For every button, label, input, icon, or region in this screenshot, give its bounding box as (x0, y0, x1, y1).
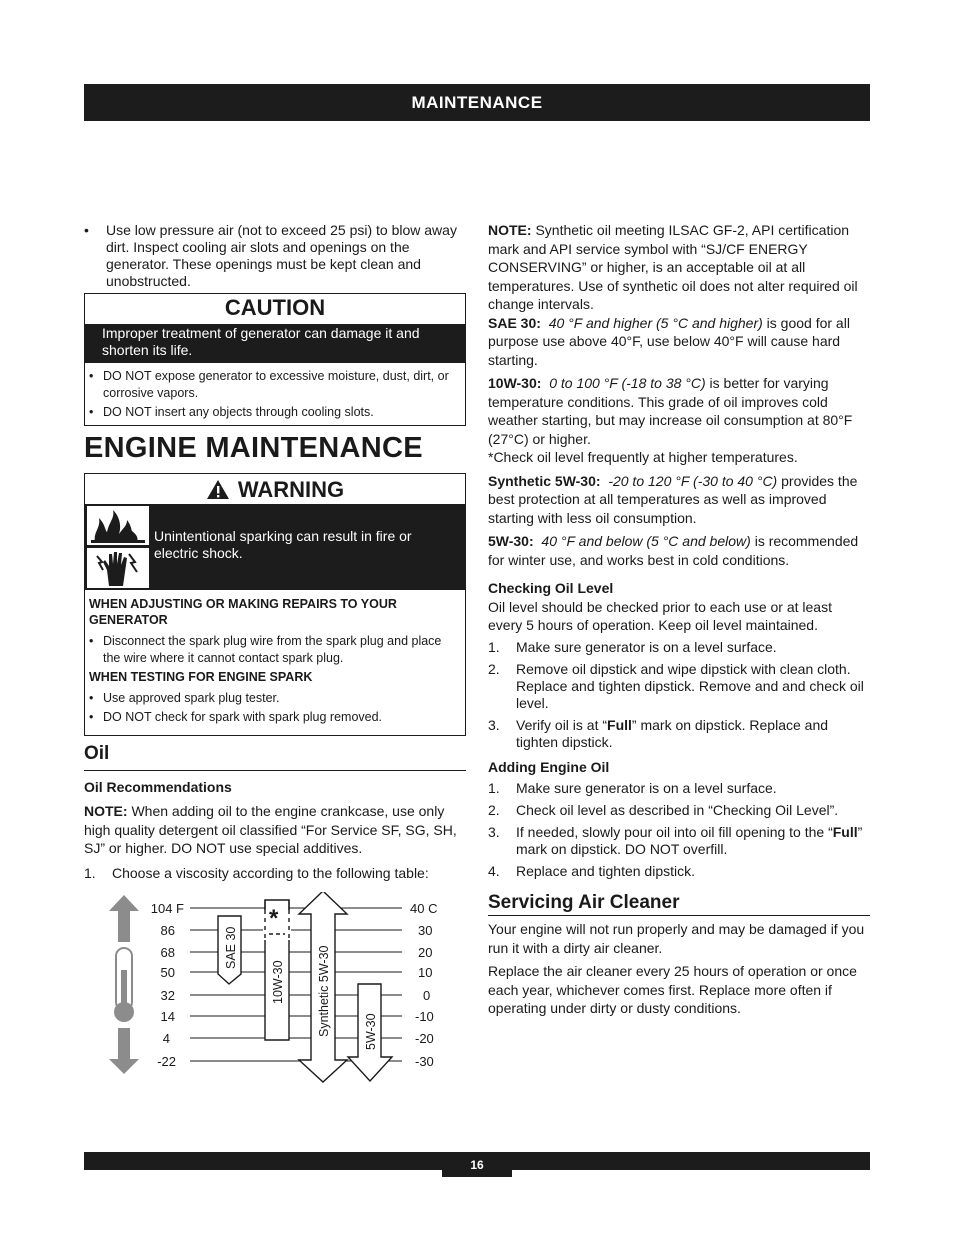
adding-step: 3. If needed, slowly pour oil into oil fill opening to the “Full” mark on dipstick. DO NOT overfill. (488, 824, 863, 857)
viscosity-step-number: 1. (84, 865, 96, 881)
c-label: 40 C (410, 901, 438, 916)
engine-maintenance-title: ENGINE MAINTENANCE (84, 432, 423, 464)
warning-title: WARNING (237, 476, 345, 502)
c-label: 10 (418, 965, 433, 980)
f-label: 14 (160, 1009, 175, 1024)
air-cleaner-p1: Your engine will not run properly and may be damaged if you run it with a dirty air cleaner. (488, 921, 865, 956)
synthetic-note-text: Synthetic oil meeting ILSAC GF-2, API certification mark and API service symbol with “SJ/CF ENERGY CONSERVING” or higher, is an acceptable oil at all temperatures. Use of synthetic oil does not alter required oil change intervals. (488, 222, 858, 312)
warning-item: • Disconnect the spark plug wire from the spark plug and place the wire where it cannot contact spark plug. (89, 633, 459, 667)
fire-icon (87, 506, 149, 545)
10w30-desc-range: 0 to 100 °F (-18 to 38 °C) (549, 375, 706, 391)
electric-shock-icon (87, 548, 149, 588)
intro-bullet: • Use low pressure air (not to exceed 25 psi) to blow away dirt. Inspect cooling air slots and openings on the generator. These openings must be kept clean and unobstructed. (84, 222, 464, 290)
check-level-note: *Check oil level frequently at higher temperatures. (488, 449, 798, 465)
sae30-desc-label: SAE 30: (488, 314, 541, 331)
synthetic-label: Synthetic 5W-30 (317, 945, 331, 1037)
c-label: -30 (415, 1054, 434, 1069)
warning-message: Unintentional sparking can result in fire or electric shock. (154, 528, 412, 561)
viscosity-chart (105, 892, 465, 1087)
sae30-label: SAE 30 (224, 926, 238, 969)
f-label: 50 (160, 965, 175, 980)
adding-oil-steps (488, 780, 870, 880)
down-arrow-icon (109, 1028, 139, 1074)
adding-oil-title: Adding Engine Oil (488, 759, 610, 775)
intro-bullet-list (84, 222, 464, 290)
oil-title: Oil (84, 743, 110, 764)
caution-item: • DO NOT insert any objects through cooling slots. (89, 404, 459, 421)
f-label: -22 (157, 1054, 176, 1069)
oil-note (84, 802, 464, 858)
checking-oil-intro: Oil level should be checked prior to each use or at least every 5 hours of operation. Keep oil level maintained. (488, 599, 832, 633)
checking-step: 2. Remove oil dipstick and wipe dipstick with clean cloth. Replace and tighten dipstick. Remove and and check oil level. (488, 661, 864, 711)
warning-heading-testing: WHEN TESTING FOR ENGINE SPARK (89, 670, 313, 684)
checking-step: 3. Verify oil is at “Full” mark on dipstick. Replace and tighten dipstick. (488, 717, 829, 750)
adding-step: 2. Check oil level as described in “Checking Oil Level”. (488, 802, 839, 818)
f-label: 86 (160, 923, 175, 938)
warning-item: • Use approved spark plug tester. (89, 690, 459, 707)
synthetic-5w30-band (299, 892, 347, 1082)
5w30-desc-label: 5W-30: (488, 533, 534, 549)
10w30-label: 10W-30 (271, 960, 285, 1004)
synthetic-note-label: NOTE: (488, 222, 532, 238)
warning-title-row (85, 474, 465, 504)
f-label: 104 F (150, 901, 184, 916)
sae30-desc-range: 40 °F and higher (5 °C and higher) (548, 314, 763, 331)
celsius-labels (410, 901, 437, 1069)
c-label: 20 (418, 945, 433, 960)
checking-oil-steps (488, 639, 870, 751)
section-header-title: MAINTENANCE (411, 92, 543, 112)
warning-triangle-icon (206, 479, 230, 500)
checking-step: 1. Make sure generator is on a level surface. (488, 639, 777, 655)
page-number: 16 (442, 1152, 512, 1177)
caution-list (85, 363, 465, 421)
adding-step: 4. Replace and tighten dipstick. (488, 863, 695, 879)
c-label: 30 (418, 923, 433, 938)
air-cleaner-title: Servicing Air Cleaner (488, 892, 680, 913)
air-cleaner-divider (488, 915, 870, 916)
10w30-description (488, 374, 870, 448)
synthetic-desc-text: provides the best protection at all temperatures as well as improved starting with less oil consumption. (488, 472, 858, 526)
thermometer-icon (114, 948, 134, 1022)
synthetic-desc-label: Synthetic 5W-30: (488, 472, 601, 489)
f-label: 32 (160, 988, 175, 1003)
checking-oil-title: Checking Oil Level (488, 580, 614, 596)
f-label: 4 (162, 1031, 170, 1046)
5w30-desc-text: is recommended for winter use, and works best in cold conditions. (488, 533, 859, 568)
5w30-description (488, 532, 870, 569)
warning-item: • DO NOT check for spark with spark plug removed. (89, 709, 459, 726)
section-header (84, 84, 870, 121)
10w30-band (263, 900, 291, 1040)
5w30-label: 5W-30 (364, 1013, 378, 1050)
warning-band (85, 504, 465, 590)
warning-list-testing (89, 690, 459, 726)
oil-note-label: NOTE: (84, 803, 128, 819)
caution-title: CAUTION (224, 295, 326, 320)
asterisk-mark: * (269, 905, 279, 932)
5w30-band (348, 984, 392, 1081)
adding-step: 1. Make sure generator is on a level surface. (488, 780, 777, 796)
synthetic-description (488, 472, 870, 528)
caution-box (84, 293, 466, 426)
10w30-desc-label: 10W-30: (488, 375, 542, 391)
c-label: 0 (423, 988, 431, 1003)
sae30-description (488, 314, 870, 370)
viscosity-step (84, 865, 464, 882)
right-column (488, 221, 870, 1023)
oil-recommendations-title: Oil Recommendations (84, 779, 232, 795)
10w30-desc-text: is better for varying temperature conditions. This grade of oil improves cold weather starting, but may increase oil consumption at 80°F (27°C) or higher. (488, 375, 853, 447)
f-label: 68 (160, 945, 175, 960)
c-label: -10 (415, 1009, 434, 1024)
synthetic-desc-range: -20 to 120 °F (-30 to 40 °C) (608, 472, 778, 489)
oil-note-text: When adding oil to the engine crankcase, use only high quality detergent oil classified “For Service SF, SG, SH, SJ” or higher. DO NOT use special additives. (84, 803, 457, 856)
5w30-desc-range: 40 °F and below (5 °C and below) (541, 533, 751, 549)
warning-list-adjusting (89, 633, 459, 667)
fahrenheit-labels (151, 901, 184, 1069)
caution-message: Improper treatment of generator can damage it and shorten its life. (85, 324, 465, 363)
caution-item: • DO NOT expose generator to excessive moisture, dust, dirt, or corrosive vapors. (89, 368, 459, 402)
air-cleaner-p2: Replace the air cleaner every 25 hours of operation or once each year, whichever comes first. Replace more often if operating under dirty or dusty conditions. (488, 963, 857, 1016)
warning-heading-adjusting: WHEN ADJUSTING OR MAKING REPAIRS TO YOUR GENERATOR (89, 597, 397, 627)
oil-divider (84, 770, 466, 771)
up-arrow-icon (109, 895, 139, 942)
c-label: -20 (415, 1031, 434, 1046)
warning-box (84, 473, 466, 736)
sae30-desc-text: is good for all purpose use above 40°F, use below 40°F will cause hard starting. (488, 314, 850, 368)
viscosity-step-text: Choose a viscosity according to the following table: (112, 865, 429, 881)
synthetic-note (488, 221, 870, 314)
